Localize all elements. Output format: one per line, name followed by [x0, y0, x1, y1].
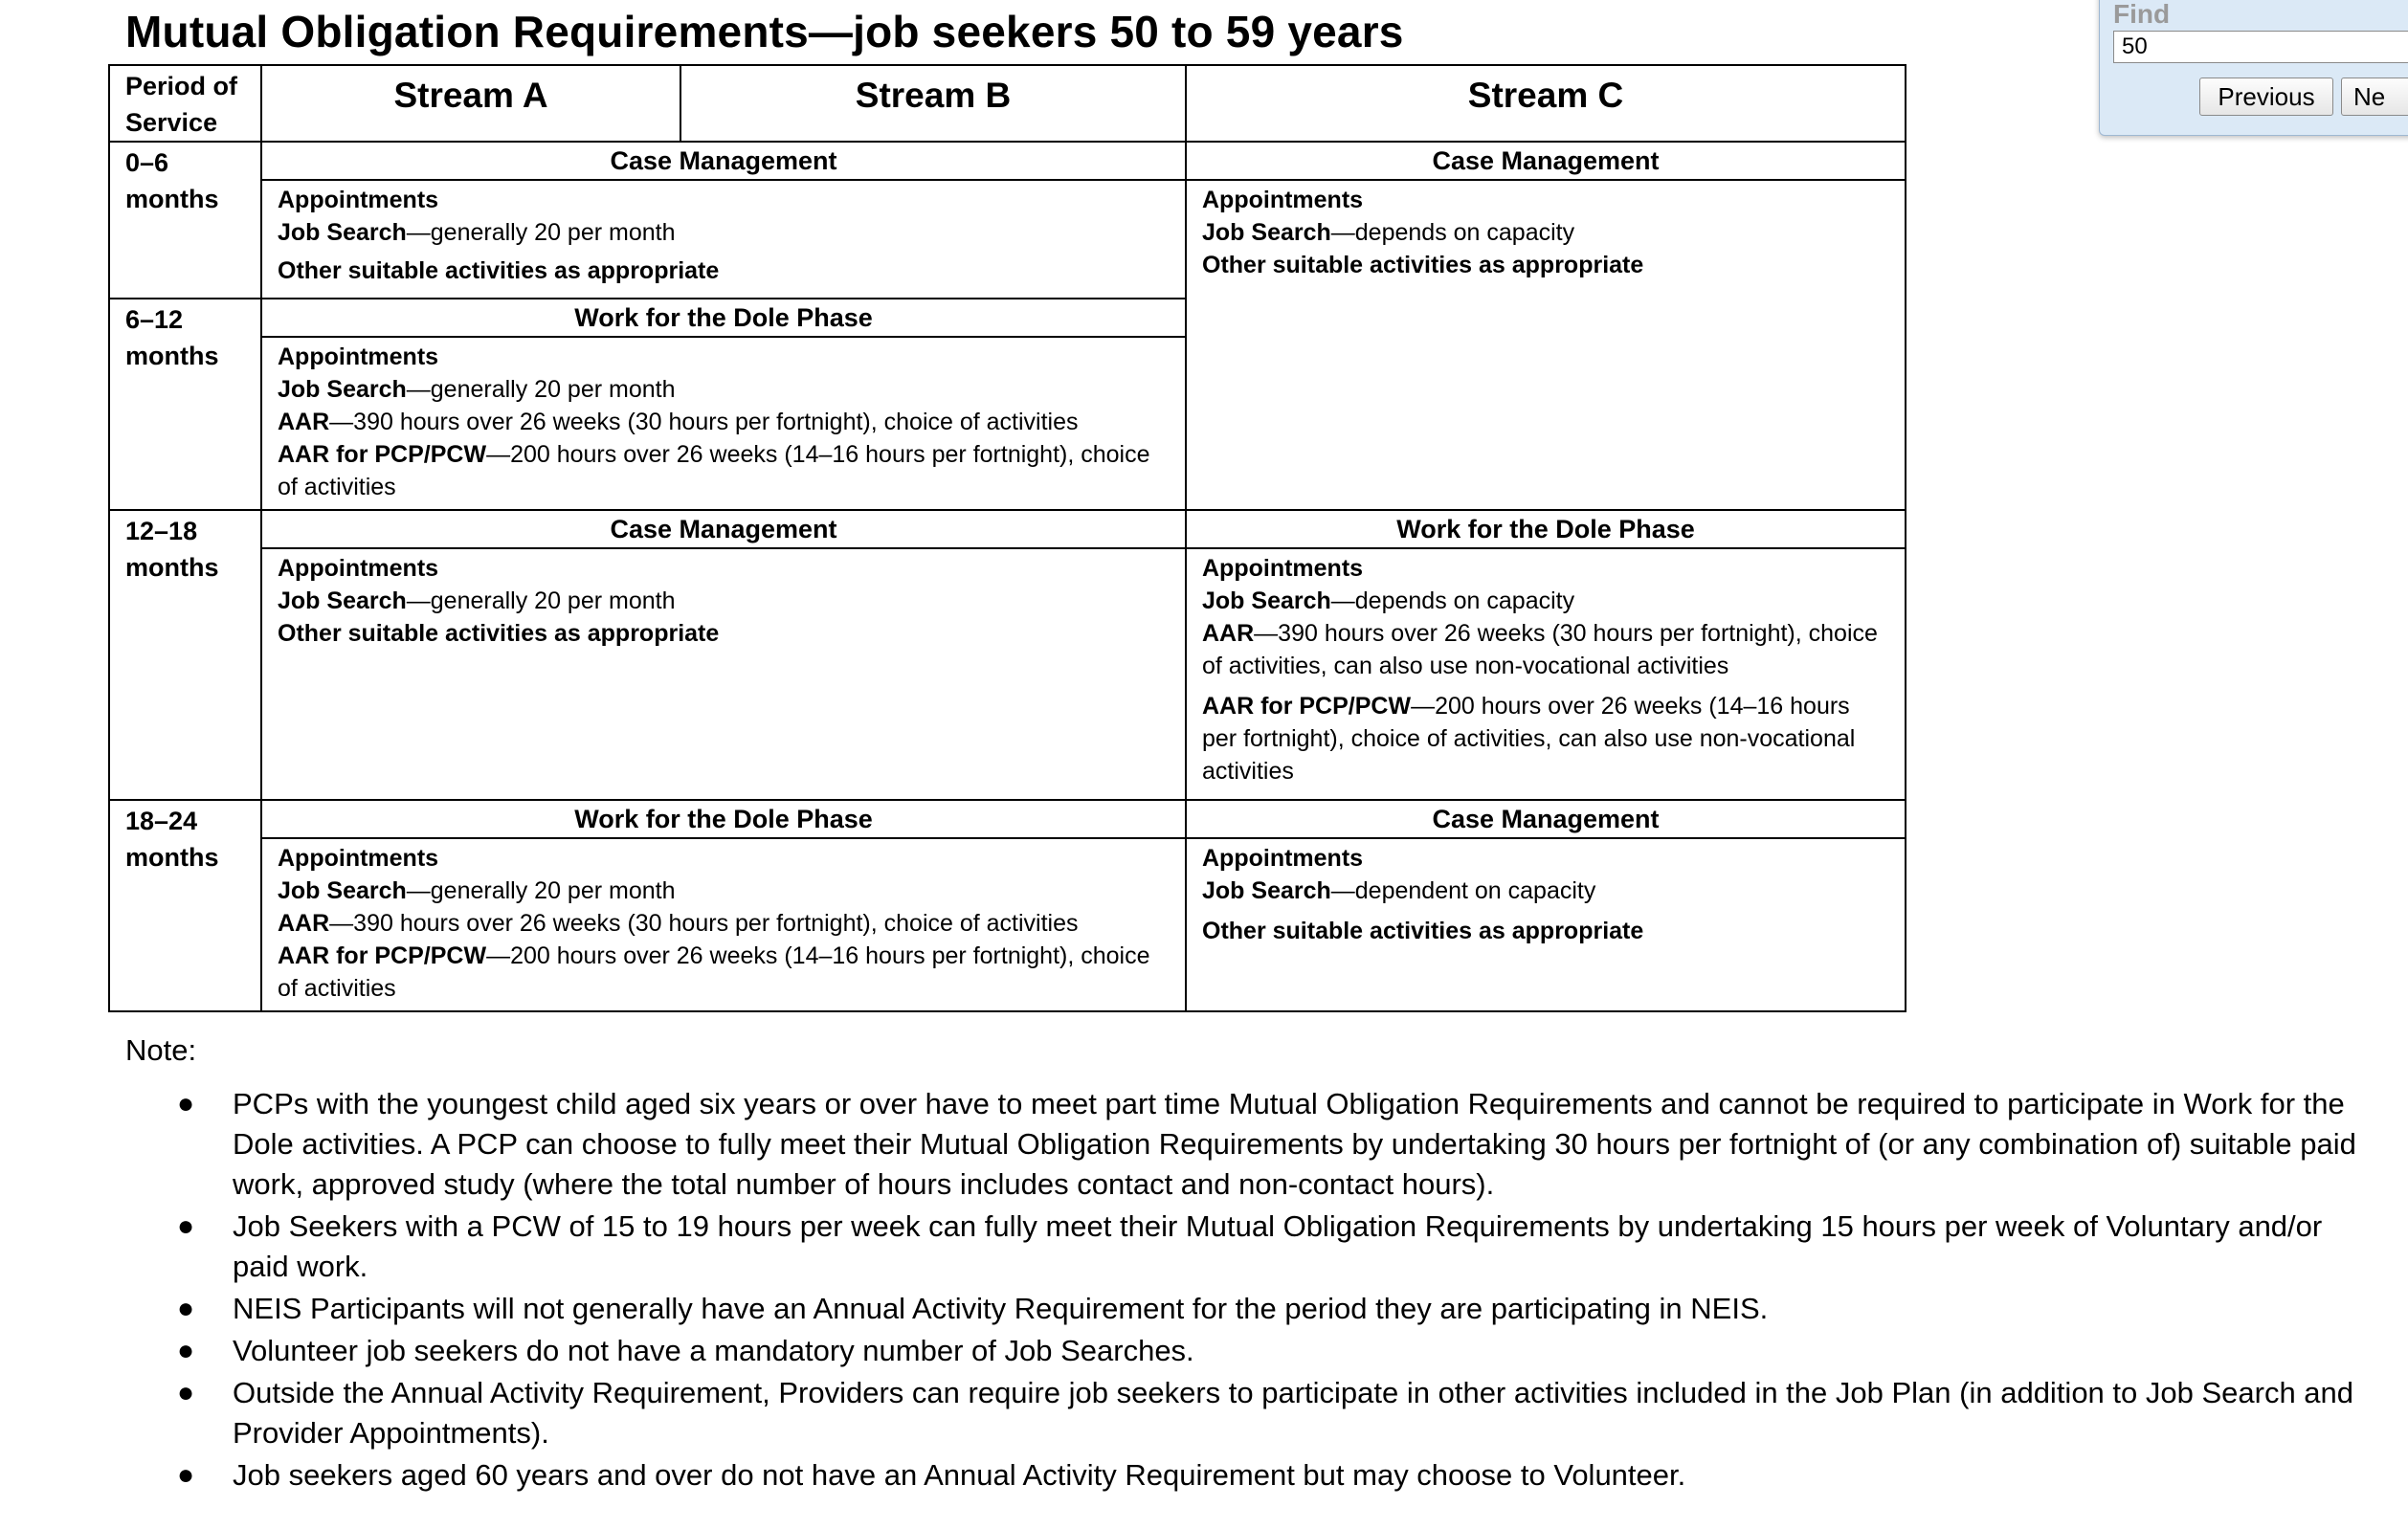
bullet-icon: ● — [177, 1088, 195, 1119]
table-header-row — [109, 65, 1906, 142]
bullet-icon: ● — [177, 1377, 195, 1408]
requirement-line: Appointments — [1202, 845, 1364, 872]
find-previous-button[interactable]: Previous — [2199, 78, 2333, 116]
find-next-button[interactable]: Ne — [2341, 78, 2408, 116]
requirements-cell — [1186, 838, 1906, 1011]
requirements-cell — [261, 337, 1186, 510]
phase-label: Case Management — [261, 142, 1186, 180]
requirement-line: Job Search—generally 20 per month — [278, 376, 676, 403]
table-row — [109, 510, 1906, 548]
list-item: ● Job Seekers with a PCW of 15 to 19 hours per week can fully meet their Mutual Obligation Requirements by undertaking 15 hours per week of Voluntary and/or paid work. — [125, 1207, 2365, 1287]
list-item: ● Volunteer job seekers do not have a mandatory number of Job Searches. — [125, 1331, 2365, 1371]
notes-list — [125, 1084, 2365, 1496]
requirement-line: Other suitable activities as appropriate — [1202, 252, 1644, 278]
phase-label: Work for the Dole Phase — [1186, 510, 1906, 548]
requirement-line: Appointments — [1202, 555, 1364, 582]
requirements-table — [108, 64, 1906, 1012]
bullet-icon: ● — [177, 1210, 195, 1242]
table-row — [109, 800, 1906, 838]
requirements-cell — [261, 548, 1186, 800]
note-label: Note: — [125, 1033, 197, 1067]
period-cell: 6–12 months — [109, 299, 261, 510]
requirement-line: AAR—390 hours over 26 weeks (30 hours per fortnight), choice of activities — [278, 910, 1079, 937]
stream-c-header: Stream C — [1186, 65, 1906, 142]
table-row — [109, 838, 1906, 1011]
requirement-line: AAR—390 hours over 26 weeks (30 hours per fortnight), choice of activities, can also use non-vocational activities — [1202, 620, 1878, 679]
requirements-cell — [261, 838, 1186, 1011]
table-row — [109, 548, 1906, 800]
document-title: Mutual Obligation Requirements—job seekers 50 to 59 years — [125, 7, 1404, 56]
period-cell: 18–24 months — [109, 800, 261, 1011]
requirement-line: Job Search—dependent on capacity — [1202, 877, 1596, 904]
requirement-line: Job Search—generally 20 per month — [278, 587, 676, 614]
requirement-line: AAR—390 hours over 26 weeks (30 hours per fortnight), choice of activities — [278, 409, 1079, 435]
requirement-line: Job Search—generally 20 per month — [278, 219, 676, 246]
requirement-line: Appointments — [1202, 187, 1364, 213]
list-item: ● Outside the Annual Activity Requirement, Providers can require job seekers to participate in other activities included in the Job Plan (in addition to Job Search and Provider Appointments). — [125, 1373, 2365, 1453]
requirements-cell — [1186, 180, 1906, 510]
phase-label: Work for the Dole Phase — [261, 800, 1186, 838]
find-label: Find — [2113, 0, 2171, 29]
requirement-line: Appointments — [278, 845, 439, 872]
requirement-line: Job Search—depends on capacity — [1202, 587, 1575, 614]
requirement-line: Appointments — [278, 187, 439, 213]
requirement-line: Job Search—generally 20 per month — [278, 877, 676, 904]
requirement-line: AAR for PCP/PCW—200 hours over 26 weeks (14–16 hours per fortnight), choice of activities — [278, 942, 1150, 1002]
phase-label: Case Management — [1186, 800, 1906, 838]
list-item: ● Job seekers aged 60 years and over do not have an Annual Activity Requirement but may choose to Volunteer. — [125, 1455, 2365, 1496]
phase-label: Case Management — [1186, 142, 1906, 180]
period-cell: 0–6 months — [109, 142, 261, 299]
period-of-service-header: Period of Service — [109, 65, 261, 142]
requirement-line: Job Search—depends on capacity — [1202, 219, 1575, 246]
requirement-line: AAR for PCP/PCW—200 hours over 26 weeks (14–16 hours per fortnight), choice of activities — [278, 441, 1150, 500]
notes-section — [125, 1030, 2365, 1497]
phase-label: Work for the Dole Phase — [261, 299, 1186, 337]
table-row — [109, 180, 1906, 299]
table-row — [109, 142, 1906, 180]
requirement-line: Appointments — [278, 555, 439, 582]
requirement-line: Other suitable activities as appropriate — [278, 257, 720, 284]
phase-label: Case Management — [261, 510, 1186, 548]
requirement-line: Appointments — [278, 343, 439, 370]
list-item: ● PCPs with the youngest child aged six years or over have to meet part time Mutual Obligation Requirements and cannot be required to participate in Work for the Dole activities. A PCP can choose to fully meet their Mutual Obligation Requirements by undertaking 30 hours per fortnight of (or any combination of) suitable paid work, approved study (where the total number of hours includes contact and non-contact hours). — [125, 1084, 2365, 1205]
requirement-line: AAR for PCP/PCW—200 hours over 26 weeks (14–16 hours per fortnight), choice of activities, can also use non-vocational activities — [1202, 693, 1856, 785]
bullet-icon: ● — [177, 1459, 195, 1491]
requirement-line: Other suitable activities as appropriate — [1202, 918, 1644, 944]
bullet-icon: ● — [177, 1293, 195, 1324]
bullet-icon: ● — [177, 1335, 195, 1366]
find-input[interactable] — [2113, 31, 2408, 63]
list-item: ● NEIS Participants will not generally have an Annual Activity Requirement for the period they are participating in NEIS. — [125, 1289, 2365, 1329]
stream-a-header: Stream A — [261, 65, 680, 142]
find-panel — [2099, 0, 2408, 136]
requirements-cell — [261, 180, 1186, 299]
stream-b-header: Stream B — [680, 65, 1186, 142]
requirement-line: Other suitable activities as appropriate — [278, 620, 720, 647]
requirements-cell — [1186, 548, 1906, 800]
period-cell: 12–18 months — [109, 510, 261, 800]
